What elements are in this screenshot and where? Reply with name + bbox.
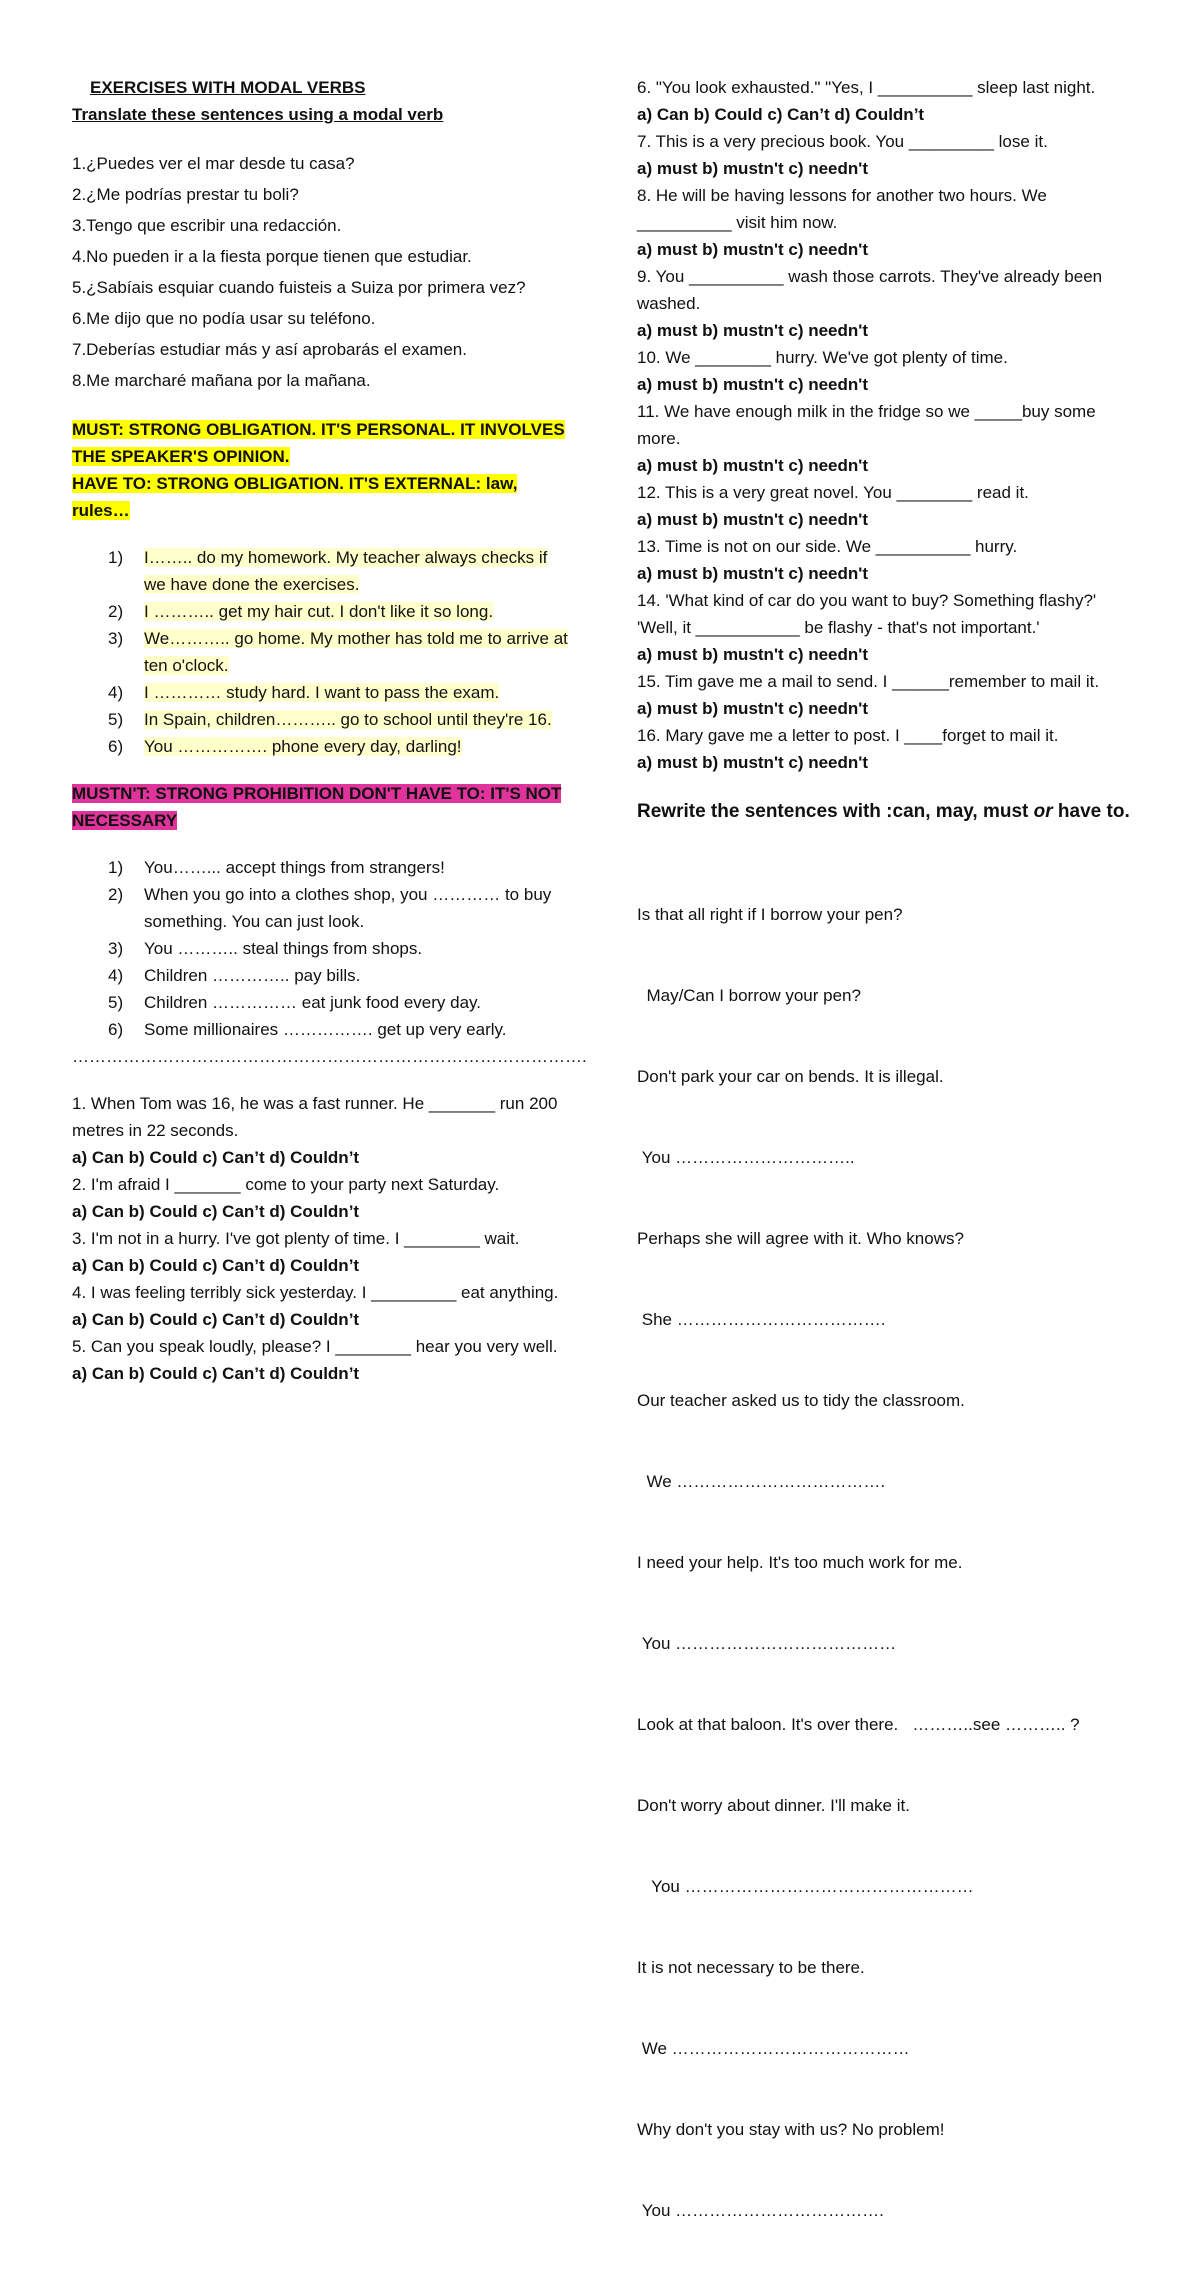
rewrite-line: May/Can I borrow your pen? (637, 986, 861, 1005)
mustnt-note-a: MUSTN'T: STRONG PROHIBITION (72, 784, 349, 803)
answer-options: a) must b) mustn't c) needn't (637, 510, 868, 529)
answer-options: a) Can b) Could c) Can’t d) Couldn’t (72, 1310, 360, 1329)
rewrite-line: Our teacher asked us to tidy the classroom. (637, 1391, 965, 1410)
answer-options: a) must b) mustn't c) needn't (637, 321, 868, 340)
rewrite-line: You …………………………………………… (637, 1877, 974, 1896)
rewrite-list (637, 847, 1137, 2278)
question: 4. I was feeling terribly sick yesterday. I _________ eat anything. (72, 1283, 559, 1302)
translate-item-8: 8.Me marcharé mañana por la mañana. (72, 371, 371, 390)
list-item: 4) Children ………….. pay bills. (108, 966, 361, 985)
list-item: 4) I ………… study hard. I want to pass the exam. (108, 683, 500, 702)
rewrite-line: Look at that baloon. It's over there. ………..see ……….. ? (637, 1715, 1080, 1734)
list-item: 2) I ……….. get my hair cut. I don't like it so long. (108, 602, 494, 621)
worksheet-subtitle: Translate these sentences using a modal verb (72, 105, 444, 124)
question: 5. Can you speak loudly, please? I ________ hear you very well. (72, 1337, 558, 1356)
question: 16. Mary gave me a letter to post. I ____forget to mail it. (637, 726, 1059, 745)
choice-list-left (72, 1090, 572, 1387)
answer-options: a) Can b) Could c) Can’t d) Couldn’t (72, 1202, 360, 1221)
rewrite-line: You ………………………….. (637, 1148, 855, 1167)
translate-list (72, 148, 572, 396)
rewrite-line: Is that all right if I borrow your pen? (637, 905, 903, 924)
rewrite-line: You ………………………………. (637, 2201, 884, 2220)
rewrite-line: We ………………………………. (637, 1472, 886, 1491)
must-note (72, 416, 572, 524)
answer-options: a) must b) mustn't c) needn't (637, 699, 868, 718)
dotted-divider: ………………………………………………………………………………. (72, 1047, 587, 1066)
list-item: 2) When you go into a clothes shop, you ………… to buy something. You can just look. (108, 885, 552, 931)
worksheet-title: EXERCISES WITH MODAL VERBS (90, 78, 366, 97)
question: 15. Tim gave me a mail to send. I ______remember to mail it. (637, 672, 1100, 691)
list-item: 3) We……….. go home. My mother has told me to arrive at ten o'clock. (108, 629, 568, 675)
must-exercise-list (72, 544, 572, 760)
translate-item-7: 7.Deberías estudiar más y así aprobarás el examen. (72, 340, 467, 359)
question: 11. We have enough milk in the fridge so we _____buy some more. (637, 402, 1096, 448)
question: 9. You __________ wash those carrots. They've already been washed. (637, 267, 1103, 313)
rewrite-line: Don't worry about dinner. I'll make it. (637, 1796, 910, 1815)
mustnt-note (72, 780, 572, 834)
translate-item-6: 6.Me dijo que no podía usar su teléfono. (72, 309, 376, 328)
rewrite-line: We …………………………………… (637, 2039, 910, 2058)
translate-item-3: 3.Tengo que escribir una redacción. (72, 216, 342, 235)
rewrite-line: Perhaps she will agree with it. Who knows? (637, 1229, 964, 1248)
answer-options: a) must b) mustn't c) needn't (637, 375, 868, 394)
question: 8. He will be having lessons for another two hours. We __________ visit him now. (637, 186, 1047, 232)
answer-options: a) must b) mustn't c) needn't (637, 645, 868, 664)
list-item: 3) You ……….. steal things from shops. (108, 939, 423, 958)
answer-options: a) Can b) Could c) Can’t d) Couldn’t (72, 1148, 360, 1167)
answer-options: a) must b) mustn't c) needn't (637, 564, 868, 583)
rewrite-line: I need your help. It's too much work for me. (637, 1553, 963, 1572)
rewrite-line: You ………………………………… (637, 1634, 897, 1653)
answer-options: a) Can b) Could c) Can’t d) Couldn’t (72, 1256, 360, 1275)
answer-options: a) Can b) Could c) Can’t d) Couldn’t (72, 1364, 360, 1383)
rewrite-line: Don't park your car on bends. It is illegal. (637, 1067, 944, 1086)
answer-options: a) Can b) Could c) Can’t d) Couldn’t (637, 105, 925, 124)
right-column (637, 74, 1137, 2278)
rewrite-line: She ………………………………. (637, 1310, 886, 1329)
question: 1. When Tom was 16, he was a fast runner. He _______ run 200 metres in 22 seconds. (72, 1094, 558, 1140)
translate-item-4: 4.No pueden ir a la fiesta porque tienen que estudiar. (72, 247, 472, 266)
question: 3. I'm not in a hurry. I've got plenty of time. I ________ wait. (72, 1229, 520, 1248)
must-note-line1: MUST: STRONG OBLIGATION. IT'S PERSONAL. IT INVOLVES THE SPEAKER'S OPINION. (72, 420, 565, 466)
question: 12. This is a very great novel. You ________ read it. (637, 483, 1029, 502)
must-note-line2: HAVE TO: STRONG OBLIGATION. IT'S EXTERNAL: law, rules… (72, 474, 518, 520)
translate-item-5: 5.¿Sabíais esquiar cuando fuisteis a Suiza por primera vez? (72, 278, 526, 297)
list-item: 6) Some millionaires ……………. get up very early. (108, 1020, 507, 1039)
question: 10. We ________ hurry. We've got plenty of time. (637, 348, 1008, 367)
answer-options: a) must b) mustn't c) needn't (637, 753, 868, 772)
rewrite-line: Why don't you stay with us? No problem! (637, 2120, 945, 2139)
rewrite-line: It is not necessary to be there. (637, 1958, 865, 1977)
translate-item-2: 2.¿Me podrías prestar tu boli? (72, 185, 299, 204)
left-column (72, 74, 587, 1387)
list-item: 1) You……... accept things from strangers! (108, 858, 445, 877)
rewrite-heading: Rewrite the sentences with :can, may, must or have to. (637, 801, 1130, 822)
list-item: 5) In Spain, children……….. go to school until they're 16. (108, 710, 552, 729)
question: 6. "You look exhausted." "Yes, I __________ sleep last night. (637, 78, 1096, 97)
question: 13. Time is not on our side. We __________ hurry. (637, 537, 1018, 556)
answer-options: a) must b) mustn't c) needn't (637, 240, 868, 259)
question: 2. I'm afraid I _______ come to your party next Saturday. (72, 1175, 500, 1194)
choice-list-right (637, 74, 1137, 776)
answer-options: a) must b) mustn't c) needn't (637, 456, 868, 475)
list-item: 5) Children …………… eat junk food every day. (108, 993, 481, 1012)
answer-options: a) must b) mustn't c) needn't (637, 159, 868, 178)
question: 14. 'What kind of car do you want to buy? Something flashy?' 'Well, it ___________ be flashy - that's not important.' (637, 591, 1097, 637)
list-item: 6) You ……………. phone every day, darling! (108, 737, 462, 756)
list-item: 1) I…….. do my homework. My teacher always checks if we have done the exercises. (108, 548, 548, 594)
translate-item-1: 1.¿Puedes ver el mar desde tu casa? (72, 154, 355, 173)
question: 7. This is a very precious book. You _________ lose it. (637, 132, 1048, 151)
mustnt-note-b: DON'T HAVE TO: IT'S NOT NECESSARY (72, 784, 562, 830)
mustnt-exercise-list (72, 854, 572, 1043)
